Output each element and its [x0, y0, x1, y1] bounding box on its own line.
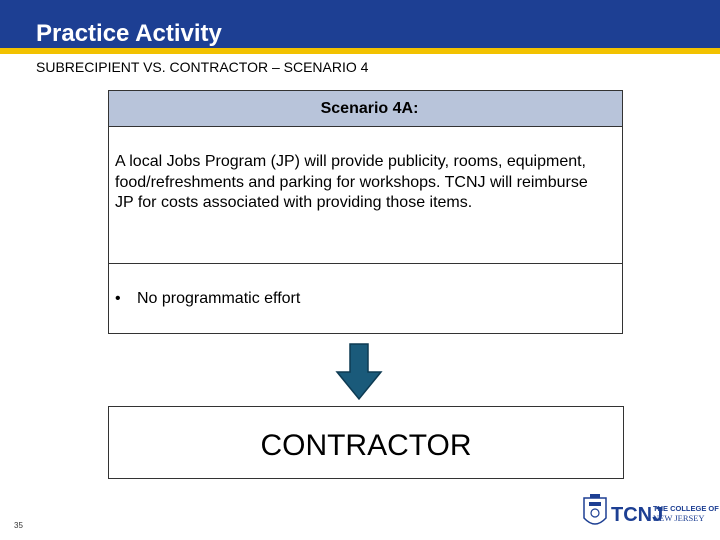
bullet-marker: •	[115, 290, 121, 307]
down-arrow-shape	[337, 344, 381, 399]
result-label: CONTRACTOR	[260, 429, 472, 462]
logo-wordmark: TCNJ	[611, 504, 664, 526]
slide-subtitle: SUBRECIPIENT VS. CONTRACTOR – SCENARIO 4	[36, 59, 369, 75]
logo-line-1: THE COLLEGE OF	[653, 504, 719, 513]
tcnj-logo	[580, 492, 719, 532]
scenario-description: A local Jobs Program (JP) will provide publicity, rooms, equipment, food/refreshments and parking for workshops. TCNJ will reimburse JP for costs associated with providing those items.	[115, 153, 588, 211]
header-accent-stripe	[0, 48, 720, 54]
down-arrow-icon	[334, 342, 384, 402]
seal-icon	[584, 494, 606, 524]
result-box	[108, 406, 624, 479]
slide-title: Practice Activity	[36, 20, 222, 47]
list-item	[115, 289, 300, 309]
scenario-heading: Scenario 4A:	[320, 100, 419, 117]
scenario-heading-band	[109, 91, 622, 127]
page-number: 35	[14, 521, 23, 530]
logo-line-2: NEW JERSEY	[653, 513, 705, 523]
bullet-text: No programmatic effort	[137, 290, 301, 307]
